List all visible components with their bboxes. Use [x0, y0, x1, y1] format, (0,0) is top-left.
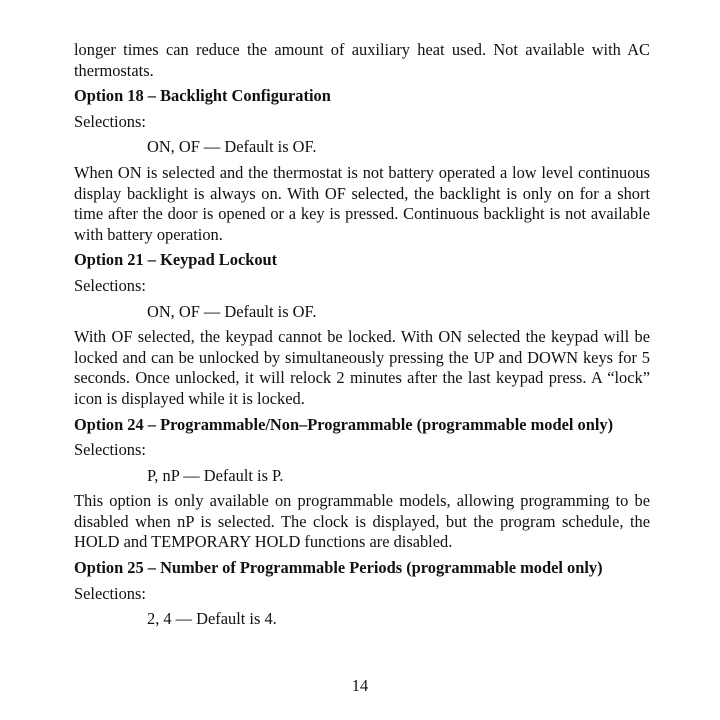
page-number: 14 [351, 676, 369, 695]
option-25-selection-values: 2, 4 — Default is 4. [147, 609, 277, 629]
option-21-selection-values: ON, OF — Default is OF. [147, 301, 317, 321]
option-21-selections-label: Selections: [74, 275, 146, 295]
option-18-heading: Option 18 – Backlight Configuration [74, 86, 331, 106]
option-25-heading: Option 25 – Number of Programmable Periods (programmable model only) [74, 558, 603, 578]
option-24-heading: Option 24 – Programmable/Non–Programmable (programmable model only) [74, 414, 614, 434]
option-21-description: With OF selected, the keypad cannot be locked. With ON selected the keypad will be locked and can be unlocked by simultaneously pressing the UP and DOWN keys for 5 seconds. Once unlocked, it will relock 2 minutes after the last keypad press. A “lock” icon is displayed while it is locked. [74, 327, 650, 408]
option-18-selections-label: Selections: [74, 111, 146, 131]
option-24-selection-values: P, nP — Default is P. [147, 465, 284, 485]
manual-page [74, 40, 650, 635]
option-21-heading: Option 21 – Keypad Lockout [74, 250, 278, 270]
intro-paragraph: longer times can reduce the amount of auxiliary heat used. Not available with AC thermostats. [74, 40, 650, 80]
option-18-selection-values: ON, OF — Default is OF. [147, 137, 317, 157]
option-25-selections-label: Selections: [74, 583, 146, 603]
option-24-description: This option is only available on programmable models, allowing programming to be disabled when nP is selected. The clock is displayed, but the program schedule, the HOLD and TEMPORARY HOLD functions are disabled. [74, 491, 650, 552]
option-18-description: When ON is selected and the thermostat is not battery operated a low level continuous display backlight is always on. With OF selected, the backlight is only on for a short time after the door is opened or a key is pressed. Continuous backlight is not available with battery operation. [74, 162, 650, 244]
option-24-selections-label: Selections: [74, 440, 146, 460]
